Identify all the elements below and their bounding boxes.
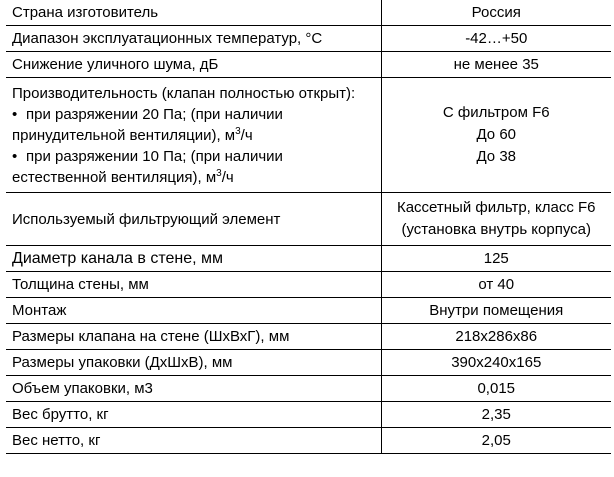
unit-superscript: 3 bbox=[235, 125, 241, 137]
row-value: Внутри помещения bbox=[381, 298, 611, 324]
bullet-text-line2: естественной вентиляция), м bbox=[12, 168, 217, 186]
table-row bbox=[6, 52, 611, 78]
row-value: -42…+50 bbox=[381, 26, 611, 52]
bullet-item bbox=[12, 146, 377, 167]
bullet-text-line1: при разряжении 20 Па; (при наличии bbox=[26, 105, 283, 123]
table-row bbox=[6, 350, 611, 376]
bullet-glyph: • bbox=[12, 105, 18, 123]
filter-value-line1: Кассетный фильтр, класс F6 bbox=[396, 199, 596, 216]
row-label: Вес нетто, кг bbox=[6, 428, 381, 454]
row-label: Диаметр канала в стене, мм bbox=[6, 246, 381, 272]
row-label: Страна изготовитель bbox=[6, 0, 381, 26]
table-row bbox=[6, 246, 611, 272]
table-row bbox=[6, 402, 611, 428]
row-value: не менее 35 bbox=[381, 52, 611, 78]
row-value: Россия bbox=[381, 0, 611, 26]
table-row bbox=[6, 26, 611, 52]
row-value: 2,05 bbox=[381, 428, 611, 454]
row-value: 218х286х86 bbox=[381, 324, 611, 350]
table-row bbox=[6, 428, 611, 454]
table-row bbox=[6, 272, 611, 298]
row-label: Монтаж bbox=[6, 298, 381, 324]
row-value: 0,015 bbox=[381, 376, 611, 402]
bullet-item-continuation bbox=[12, 167, 377, 188]
bullet-item-continuation bbox=[12, 125, 377, 146]
table-row bbox=[6, 376, 611, 402]
row-value: 390х240х165 bbox=[381, 350, 611, 376]
bullet-text-line1: при разряжении 10 Па; (при наличии bbox=[26, 147, 283, 165]
row-label: Вес брутто, кг bbox=[6, 402, 381, 428]
table-row bbox=[6, 78, 611, 193]
row-value: от 40 bbox=[381, 272, 611, 298]
row-value: 2,35 bbox=[381, 402, 611, 428]
table-row bbox=[6, 298, 611, 324]
row-value-filter bbox=[381, 193, 611, 246]
unit-superscript: 3 bbox=[216, 167, 222, 179]
row-label: Объем упаковки, м3 bbox=[6, 376, 381, 402]
row-label: Размеры клапана на стене (ШхВхГ), мм bbox=[6, 324, 381, 350]
row-label: Толщина стены, мм bbox=[6, 272, 381, 298]
bullet-glyph: • bbox=[12, 147, 18, 165]
row-value: 125 bbox=[381, 246, 611, 272]
row-value-performance bbox=[381, 78, 611, 193]
table-row bbox=[6, 324, 611, 350]
table-row bbox=[6, 193, 611, 246]
filter-value-line2: (установка внутрь корпуса) bbox=[401, 221, 592, 238]
row-label: Диапазон эксплуатационных температур, °С bbox=[6, 26, 381, 52]
bullet-text-line2: принудительной вентиляции), м bbox=[12, 126, 236, 144]
row-label-performance bbox=[6, 78, 381, 193]
unit-tail: /ч bbox=[221, 168, 234, 186]
performance-heading: Производительность (клапан полностью открыт): bbox=[12, 84, 356, 102]
performance-value-10pa: До 38 bbox=[476, 148, 517, 165]
performance-value-20pa: До 60 bbox=[476, 126, 517, 143]
performance-value-filter: С фильтром F6 bbox=[442, 104, 550, 121]
bullet-item bbox=[12, 104, 377, 125]
row-label: Используемый фильтрующий элемент bbox=[6, 193, 381, 246]
unit-tail: /ч bbox=[240, 126, 253, 144]
specifications-table bbox=[6, 0, 611, 454]
row-label: Снижение уличного шума, дБ bbox=[6, 52, 381, 78]
table-row bbox=[6, 0, 611, 26]
row-label: Размеры упаковки (ДхШхВ), мм bbox=[6, 350, 381, 376]
